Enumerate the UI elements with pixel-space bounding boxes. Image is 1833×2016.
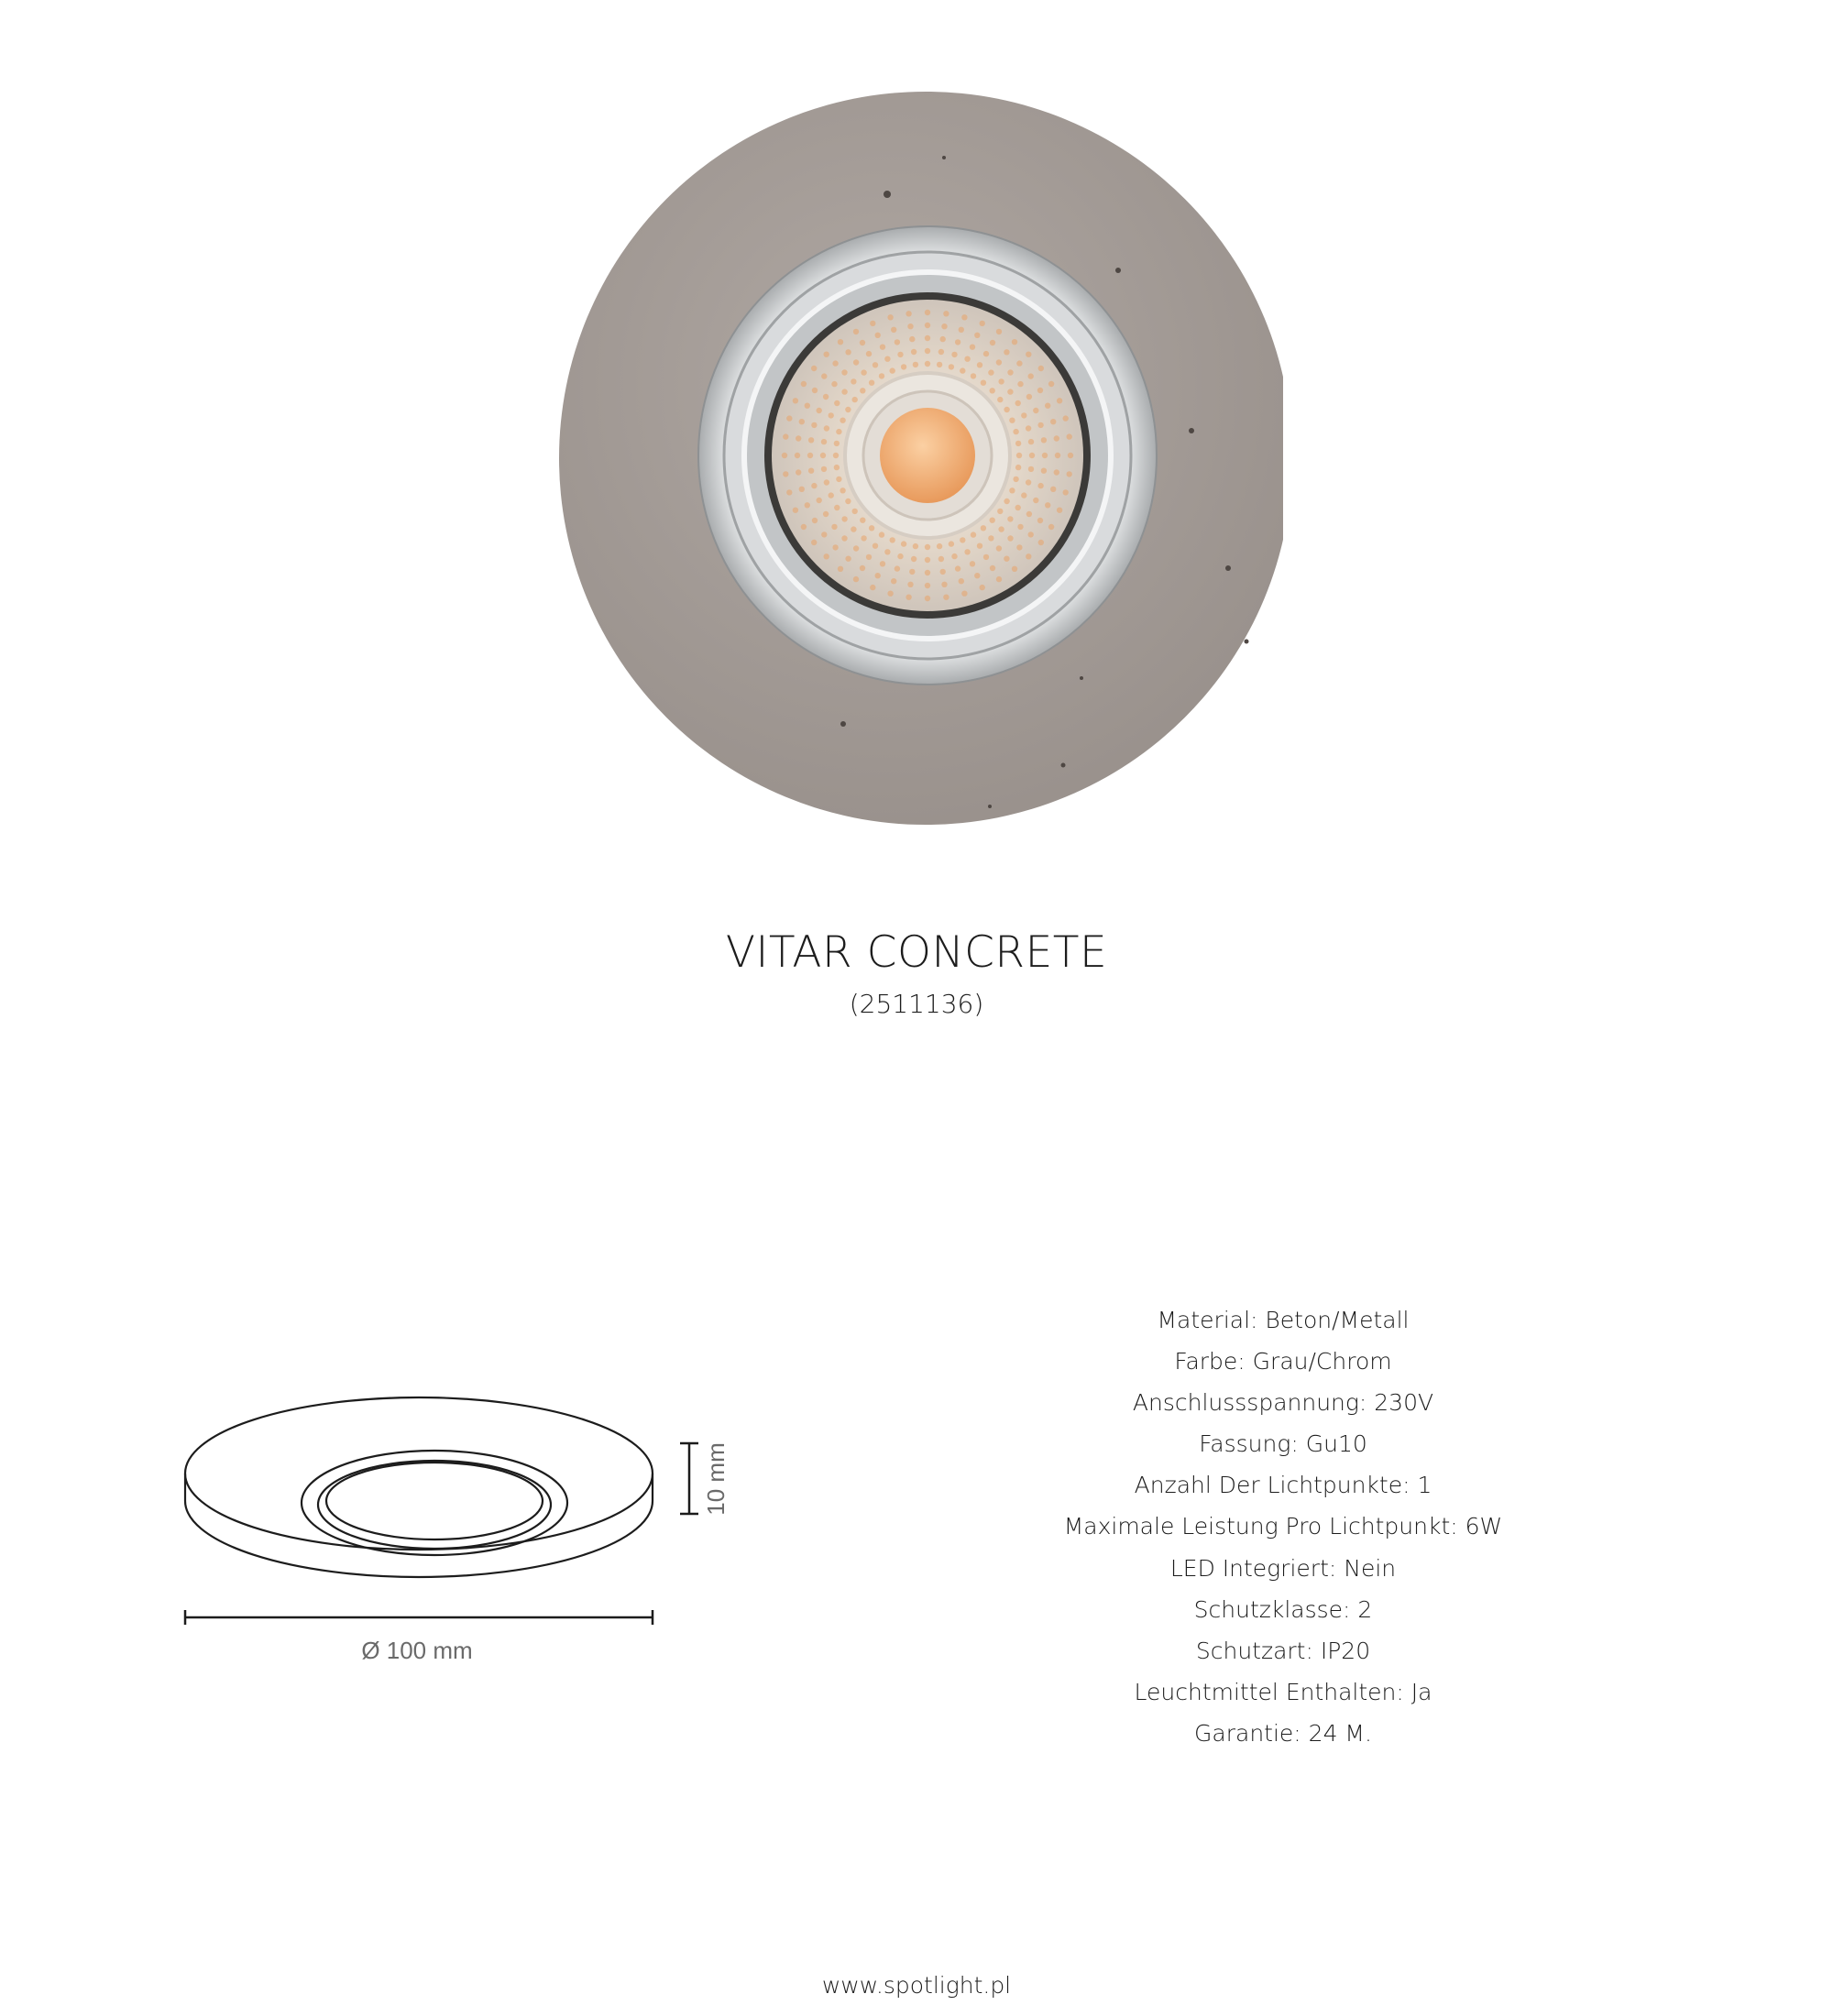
reflector-facet (974, 333, 980, 338)
spec-bulb-included: Leuchtmittel Enthalten: Ja (1134, 1678, 1432, 1705)
reflector-facet (897, 352, 903, 357)
reflector-facet (1015, 505, 1021, 510)
reflector-facet (1015, 441, 1021, 446)
reflector-facet (834, 400, 840, 406)
reflector-facet (1007, 535, 1013, 541)
reflector-facet (1038, 540, 1044, 545)
reflector-facet (1037, 483, 1043, 488)
reflector-facet (1045, 502, 1050, 508)
reflector-facet (907, 323, 913, 329)
reflector-facet (852, 397, 858, 402)
height-label: 10 mm (702, 1442, 730, 1516)
reflector-facet (981, 380, 986, 386)
reflector-facet (851, 378, 856, 384)
reflector-facet (866, 351, 872, 356)
reflector-facet (971, 531, 976, 537)
reflector-facet (829, 412, 834, 418)
reflector-facet (1042, 453, 1048, 458)
reflector-facet (998, 378, 1004, 384)
reflector-facet (860, 388, 865, 393)
reflector-facet (925, 361, 930, 367)
reflector-facet (911, 556, 916, 562)
reflector-facet (824, 352, 829, 357)
reflector-facet (824, 553, 829, 559)
reflector-facet (832, 544, 838, 550)
reflector-facet (884, 356, 890, 362)
reflector-facet (1054, 469, 1059, 475)
reflector-facet (913, 543, 918, 549)
reflector-facet (1054, 435, 1059, 441)
reflector-facet (977, 543, 982, 549)
reflector-facet (823, 394, 829, 400)
reflector-facet (1015, 400, 1021, 406)
reflector-facet (845, 407, 851, 412)
reflector-facet (1009, 418, 1015, 423)
product-name: VITAR CONCRETE (725, 927, 1108, 978)
reflector-facet (1037, 422, 1043, 428)
reflector-facet (1007, 516, 1013, 521)
reflector-facet (861, 369, 866, 375)
reflector-facet (988, 369, 993, 375)
reflector-facet (796, 469, 801, 475)
reflector-facet (1057, 398, 1062, 403)
reflector-facet (955, 565, 960, 571)
reflector-facet (875, 333, 881, 338)
ring-inner-outline (326, 1463, 543, 1539)
reflector-facet (1026, 352, 1031, 357)
reflector-facet (841, 369, 847, 375)
reflector-facet (1045, 403, 1050, 409)
reflector-facet (959, 578, 964, 584)
reflector-facet (980, 585, 985, 590)
reflector-facet (1041, 468, 1047, 474)
reflector-facet (786, 415, 792, 421)
product-photo (550, 92, 1283, 825)
reflector-facet (869, 525, 874, 531)
reflector-facet (836, 429, 841, 434)
reflector-facet (1004, 556, 1009, 562)
reflector-facet (824, 479, 829, 485)
reflector-facet (938, 556, 944, 562)
reflector-facet (841, 389, 847, 394)
reflector-facet (937, 362, 942, 367)
reflector-facet (873, 362, 878, 367)
reflector-facet (840, 418, 845, 423)
reflector-facet (955, 339, 960, 345)
reflector-facet (853, 359, 859, 365)
reflector-facet (1016, 453, 1022, 458)
reflector-facet (943, 311, 949, 316)
reflector-facet (1067, 433, 1072, 439)
reflector-facet (1037, 518, 1043, 523)
reflector-facet (1013, 477, 1018, 482)
reflector-facet (801, 524, 807, 530)
reflector-facet (817, 498, 822, 503)
reflector-facet (960, 537, 965, 542)
reflector-facet (977, 362, 982, 367)
reflector-facet (996, 576, 1002, 582)
reflector-facet (1028, 466, 1034, 472)
reflector-facet (964, 356, 970, 362)
reflector-facet (964, 549, 970, 554)
reflector-facet (1033, 498, 1038, 503)
reflector-facet (1041, 437, 1047, 443)
reflector-facet (925, 335, 930, 341)
reflector-facet (938, 349, 944, 355)
reflector-facet (901, 364, 906, 369)
reflector-facet (811, 422, 817, 428)
reflector-facet (949, 541, 954, 546)
reflector-facet (879, 531, 884, 537)
reflector-facet (981, 525, 986, 531)
reflector-facet (983, 554, 989, 560)
reflector-facet (1004, 499, 1009, 504)
reflector-facet (808, 437, 814, 443)
height-dimension (680, 1443, 698, 1514)
reflector-facet (996, 545, 1002, 551)
reflector-facet (870, 321, 875, 326)
reflector-facet (909, 569, 915, 575)
reflector-facet (1063, 415, 1069, 421)
reflector-facet (799, 487, 805, 492)
reflector-facet (1009, 488, 1015, 493)
reflector-facet (1013, 429, 1018, 434)
reflector-facet (783, 433, 788, 439)
reflector-facet (833, 453, 839, 458)
reflector-facet (841, 516, 847, 521)
reflector-facet (940, 336, 946, 342)
reflector-facet (990, 518, 995, 523)
spec-max-power: Maximale Leistung Pro Lichtpunkt: 6W (1063, 1513, 1503, 1540)
reflector-facet (1067, 471, 1072, 477)
reflector-facet (949, 364, 954, 369)
ring-middle-outline (318, 1461, 551, 1549)
reflector-facet (1048, 381, 1054, 387)
reflector-facet (980, 321, 985, 326)
reflector-facet (852, 509, 858, 514)
reflector-facet (1063, 489, 1069, 495)
reflector-facet (887, 591, 893, 597)
product-code: (2511136) (849, 989, 984, 1019)
reflector-facet (1017, 524, 1023, 530)
reflector-facet (1017, 381, 1023, 387)
reflector-facet (823, 511, 829, 517)
reflector-facet (1026, 553, 1031, 559)
reflector-facet (1029, 453, 1035, 458)
spec-list (1008, 1299, 1558, 1754)
reflector-facet (841, 535, 847, 541)
reflector-facet (925, 596, 930, 601)
reflector-facet (811, 366, 817, 371)
reflector-facet (951, 553, 957, 559)
reflector-facet (817, 408, 822, 413)
reflector-facet (895, 565, 900, 571)
reflector-facet (834, 441, 840, 446)
reflector-facet (808, 468, 814, 474)
reflector-facet (1057, 508, 1062, 513)
spec-socket: Fassung: Gu10 (1199, 1430, 1367, 1458)
reflector-facet (943, 595, 949, 600)
reflector-facet (951, 352, 957, 357)
reflector-facet (1028, 373, 1034, 378)
spec-material: Material: Beton/Metall (1157, 1307, 1410, 1333)
reflector-facet (1050, 419, 1056, 424)
reflector-facet (941, 323, 947, 329)
reflector-facet (853, 329, 859, 334)
reflector-facet (853, 545, 859, 551)
reflector-facet (782, 453, 787, 458)
reflector-facet (925, 544, 930, 550)
reflector-facet (990, 565, 995, 571)
reflector-facet (875, 573, 881, 578)
disc-top-outline (185, 1397, 653, 1550)
reflector-facet (891, 327, 896, 333)
reflector-facet (1015, 465, 1021, 470)
reflector-facet (799, 419, 805, 424)
reflector-facet (925, 570, 930, 575)
reflector-facet (860, 518, 865, 523)
reflector-facet (821, 373, 827, 378)
reflector-facet (941, 582, 947, 587)
reflector-facet (853, 576, 859, 582)
diameter-dimension (185, 1610, 653, 1625)
spec-warranty: Garantie: 24 M. (1194, 1719, 1372, 1747)
reflector-facet (869, 380, 874, 386)
reflector-facet (845, 556, 851, 562)
reflector-facet (1021, 492, 1026, 498)
reflector-facet (836, 477, 841, 482)
reflector-facet (1050, 487, 1056, 492)
reflector-facet (996, 329, 1002, 334)
reflector-facet (1048, 524, 1054, 530)
reflector-facet (925, 583, 930, 588)
reflector-facet (860, 340, 865, 345)
reflector-facet (796, 435, 801, 441)
spec-led-integrated: LED Integriert: Nein (1169, 1554, 1397, 1582)
reflector-facet (897, 553, 903, 559)
spec-light-points: Anzahl Der Lichtpunkte: 1 (1134, 1472, 1432, 1499)
reflector-facet (1028, 531, 1034, 537)
reflector-facet (811, 540, 817, 545)
reflector-facet (891, 578, 896, 584)
reflector-facet (988, 535, 993, 541)
reflector-facet (1026, 511, 1032, 517)
reflector-facet (925, 348, 930, 354)
reflector-facet (983, 351, 989, 356)
reflector-facet (1038, 366, 1044, 371)
reflector-facet (1007, 369, 1013, 375)
reflector-facet (829, 492, 834, 498)
reflector-facet (824, 425, 829, 431)
reflector-facet (997, 509, 1003, 514)
reflector-facet (805, 403, 810, 409)
reflector-facet (1004, 407, 1009, 412)
reflector-facet (838, 339, 843, 345)
reflector-facet (925, 323, 930, 328)
disc-bottom-outline (185, 1474, 653, 1577)
reflector-facet (971, 373, 976, 378)
reflector-facet (845, 499, 851, 504)
reflector-facet (821, 439, 827, 444)
reflector-facet (795, 453, 800, 458)
spec-ip-rating: Schutzart: IP20 (1195, 1637, 1371, 1664)
reflector-facet (890, 537, 895, 542)
reflector-facet (793, 508, 798, 513)
reflector-facet (801, 381, 807, 387)
reflector-facet (1028, 439, 1034, 444)
reflector-facet (1012, 566, 1017, 572)
reflector-facet (1026, 479, 1031, 485)
reflector-facet (793, 398, 798, 403)
reflector-facet (925, 557, 930, 563)
reflector-facet (970, 345, 975, 350)
reflector-facet (811, 483, 817, 488)
footer-website[interactable]: www.spotlight.pl (821, 1972, 1012, 1999)
reflector-facet (901, 541, 906, 546)
reflector-facet (832, 360, 838, 366)
reflector-facet (960, 367, 965, 373)
reflector-facet (786, 489, 792, 495)
reflector-facet (807, 453, 813, 458)
reflector-facet (1055, 453, 1060, 458)
reflector-facet (887, 314, 893, 320)
reflector-facet (805, 502, 810, 508)
reflector-facet (911, 349, 916, 355)
reflector-facet (812, 388, 818, 393)
reflector-facet (1004, 349, 1009, 355)
reflector-facet (860, 565, 865, 571)
reflector-facet (845, 349, 851, 355)
reflector-facet (961, 591, 967, 597)
reflector-facet (996, 359, 1002, 365)
spec-color: Farbe: Grau/Chrom (1174, 1348, 1392, 1375)
spec-protection-class: Schutzklasse: 2 (1193, 1595, 1373, 1623)
reflector-facet (879, 373, 884, 378)
reflector-facet (909, 336, 915, 342)
technical-drawing-svg (183, 1365, 752, 1668)
reflector-facet (895, 339, 900, 345)
reflector-facet (906, 311, 911, 316)
product-photo-svg (550, 92, 1283, 825)
reflector-facet (998, 526, 1004, 531)
reflector-facet (970, 561, 975, 566)
reflector-facet (831, 524, 837, 530)
reflector-facet (834, 505, 840, 510)
reflector-facet (866, 554, 872, 560)
reflector-facet (1033, 408, 1038, 413)
reflector-facet (1016, 360, 1022, 366)
spec-voltage: Anschlussspannung: 230V (1132, 1389, 1434, 1417)
reflector-facet (1007, 389, 1013, 394)
reflector-facet (1016, 544, 1022, 550)
reflector-facet (1068, 453, 1073, 458)
reflector-facet (1026, 425, 1031, 431)
reflector-facet (840, 488, 845, 493)
reflector-facet (925, 310, 930, 315)
reflector-facet (884, 549, 890, 554)
reflector-facet (834, 465, 840, 470)
reflector-facet (880, 561, 885, 566)
reflector-facet (880, 345, 885, 350)
reflector-facet (870, 585, 875, 590)
led-chip (880, 408, 975, 503)
reflector-facet (906, 595, 911, 600)
diameter-label: Ø 100 mm (361, 1637, 473, 1664)
reflector-facet (812, 518, 818, 523)
reflector-facet (1021, 412, 1026, 418)
reflector-facet (937, 543, 942, 549)
reflector-facet (1026, 394, 1032, 400)
reflector-facet (940, 569, 946, 575)
reflector-facet (783, 471, 788, 477)
title-block (0, 926, 1833, 1021)
reflector-facet (831, 381, 837, 387)
reflector-facet (913, 362, 918, 367)
reflector-facet (1012, 339, 1017, 345)
reflector-facet (959, 327, 964, 333)
reflector-facet (873, 543, 878, 549)
reflector-facet (821, 466, 827, 472)
reflector-facet (821, 531, 827, 537)
reflector-facet (974, 573, 980, 578)
reflector-facet (861, 535, 866, 541)
reflector-facet (851, 526, 856, 531)
reflector-facet (961, 314, 967, 320)
reflector-facet (990, 388, 995, 393)
technical-drawing (183, 1365, 752, 1668)
reflector-facet (990, 340, 995, 345)
reflector-facet (907, 582, 913, 587)
reflector-facet (997, 397, 1003, 402)
reflector-facet (1037, 388, 1043, 393)
reflector-facet (890, 367, 895, 373)
reflector-facet (820, 453, 826, 458)
reflector-facet (838, 566, 843, 572)
